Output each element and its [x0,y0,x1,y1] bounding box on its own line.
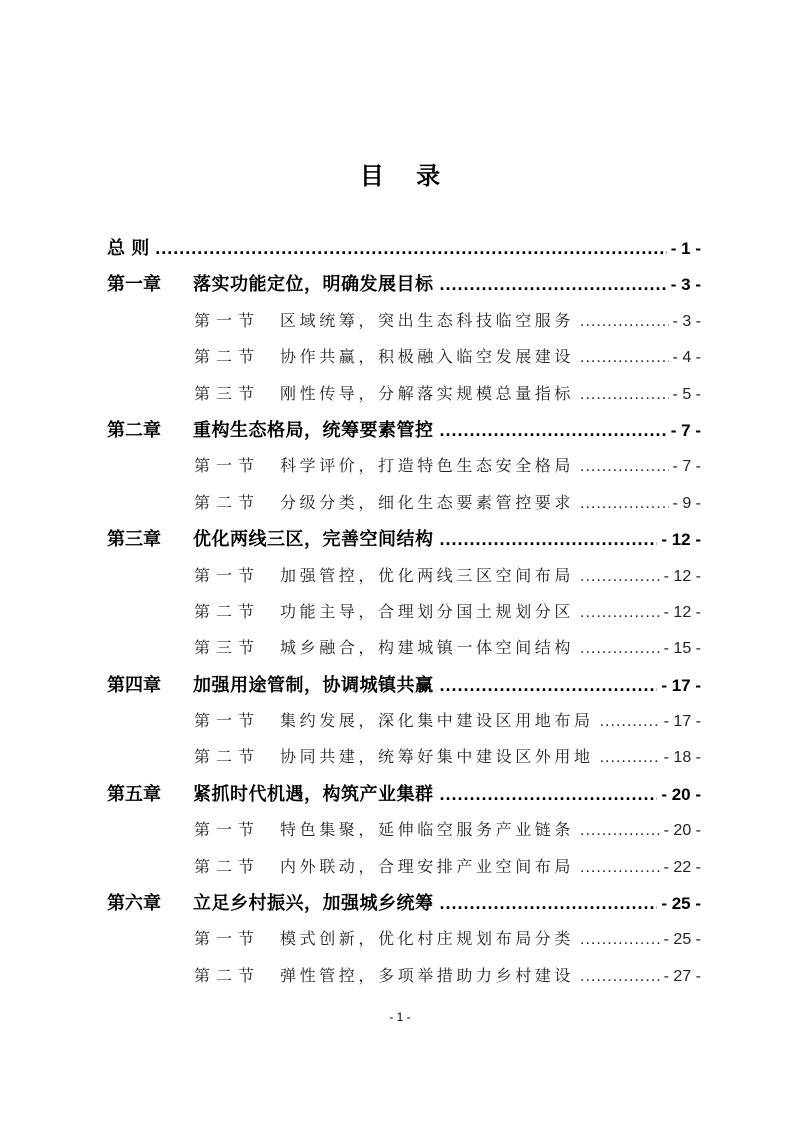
toc-chapter-3[interactable] [107,521,701,557]
section-number: 第三节 [194,383,261,403]
toc-page-number: - 25 - [661,894,701,914]
toc-page-number: - 22 - [663,858,701,876]
section-title: 集约发展，深化集中建设区用地布局 [280,711,594,731]
section-number: 第二节 [194,965,261,985]
toc-page-number: - 17 - [661,675,701,695]
section-number: 第二节 [194,856,261,876]
toc-page-number: - 7 - [672,458,701,476]
toc-section-1-1[interactable] [107,303,701,339]
dot-leader [580,922,660,957]
dot-leader [440,266,667,302]
toc-page-number: - 20 - [661,784,701,804]
toc-page-number: - 15 - [663,640,701,658]
page-title: 目 录 [359,162,453,190]
dot-leader [440,412,667,448]
toc-chapter-6[interactable] [107,885,701,921]
toc-page-number: - 17 - [663,713,701,731]
section-number: 第一节 [194,929,261,949]
toc-section-4-1[interactable] [107,703,701,739]
toc-section-1-2[interactable] [107,339,701,375]
toc-chapter-5[interactable] [107,776,701,812]
toc-page-number: - 12 - [661,530,701,550]
toc-page-number: - 12 - [663,567,701,585]
dot-leader [580,340,669,375]
toc-page-number: - 7 - [670,420,701,440]
toc-page-number: - 18 - [663,749,701,767]
toc-entry-label: 总 则 [107,238,150,259]
toc-chapter-4[interactable] [107,667,701,703]
dot-leader [580,304,669,339]
section-title: 协作共赢，积极融入临空发展建设 [280,347,575,367]
section-number: 第二节 [194,347,261,367]
section-number: 第一节 [194,310,261,330]
section-title: 弹性管控，多项举措助力乡村建设 [280,965,575,985]
toc-section-5-2[interactable] [107,849,701,885]
dot-leader [580,850,660,885]
section-number: 第二节 [194,601,261,621]
chapter-number: 第三章 [107,529,161,551]
toc-page-number: - 9 - [672,494,701,512]
dot-leader [600,740,660,775]
chapter-title: 加强用途管制，协调城镇共赢 [193,674,434,696]
section-title: 区域统筹，突出生态科技临空服务 [280,310,575,330]
toc-section-3-2[interactable] [107,594,701,630]
toc-page-number: - 3 - [672,312,701,330]
section-title: 特色集聚，延伸临空服务产业链条 [280,820,575,840]
chapter-number: 第六章 [107,893,161,915]
toc-section-5-1[interactable] [107,812,701,848]
chapter-number: 第一章 [107,274,161,296]
toc-section-3-1[interactable] [107,558,701,594]
section-number: 第一节 [194,565,261,585]
section-number: 第一节 [194,820,261,840]
section-title: 科学评价，打造特色生态安全格局 [280,456,575,476]
chapter-number: 第五章 [107,783,161,805]
toc-page-number: - 4 - [672,349,701,367]
toc-page-number: - 3 - [670,275,701,295]
toc-section-6-1[interactable] [107,921,701,957]
chapter-title: 重构生态格局，统筹要素管控 [193,419,434,441]
chapter-title: 落实功能定位，明确发展目标 [193,274,434,296]
toc-page-number: - 20 - [663,822,701,840]
page-footer-number: - 1 - [389,1010,411,1024]
chapter-title: 紧抓时代机遇，构筑产业集群 [193,783,434,805]
section-number: 第二节 [194,492,261,512]
chapter-title: 优化两线三区，完善空间结构 [193,529,434,551]
section-title: 内外联动，合理安排产业空间布局 [280,856,575,876]
dot-leader [580,559,660,594]
toc-chapter-1[interactable] [107,266,701,302]
section-title: 刚性传导，分解落实规模总量指标 [280,383,575,403]
toc-page-number: - 5 - [672,385,701,403]
dot-leader [440,885,658,921]
toc-page-number: - 25 - [663,931,701,949]
dot-leader [155,230,666,266]
dot-leader [440,776,658,812]
table-of-contents [107,230,701,994]
toc-section-3-3[interactable] [107,630,701,666]
section-title: 分级分类，细化生态要素管控要求 [280,492,575,512]
toc-entry-general[interactable] [107,230,701,266]
toc-page-number: - 27 - [663,967,701,985]
toc-section-2-1[interactable] [107,448,701,484]
chapter-number: 第二章 [107,419,161,441]
section-title: 模式创新，优化村庄规划布局分类 [280,929,575,949]
section-title: 加强管控，优化两线三区空间布局 [280,565,575,585]
section-number: 第一节 [194,456,261,476]
chapter-title: 立足乡村振兴，加强城乡统筹 [193,893,434,915]
dot-leader [580,486,669,521]
dot-leader [580,631,660,666]
section-title: 城乡融合，构建城镇一体空间结构 [280,638,575,658]
toc-section-2-2[interactable] [107,485,701,521]
dot-leader [580,959,660,994]
toc-section-6-2[interactable] [107,958,701,994]
section-number: 第三节 [194,638,261,658]
toc-section-1-3[interactable] [107,376,701,412]
section-number: 第二节 [194,747,261,767]
section-number: 第一节 [194,711,261,731]
toc-section-4-2[interactable] [107,739,701,775]
toc-page-number: - 1 - [670,239,701,258]
dot-leader [600,704,660,739]
chapter-number: 第四章 [107,674,161,696]
toc-page-number: - 12 - [663,603,701,621]
dot-leader [580,595,660,630]
dot-leader [580,449,669,484]
dot-leader [580,813,660,848]
section-title: 功能主导，合理划分国土规划分区 [280,601,575,621]
section-title: 协同共建，统筹好集中建设区外用地 [280,747,594,767]
dot-leader [580,377,669,412]
toc-chapter-2[interactable] [107,412,701,448]
dot-leader [440,667,658,703]
dot-leader [440,521,658,557]
